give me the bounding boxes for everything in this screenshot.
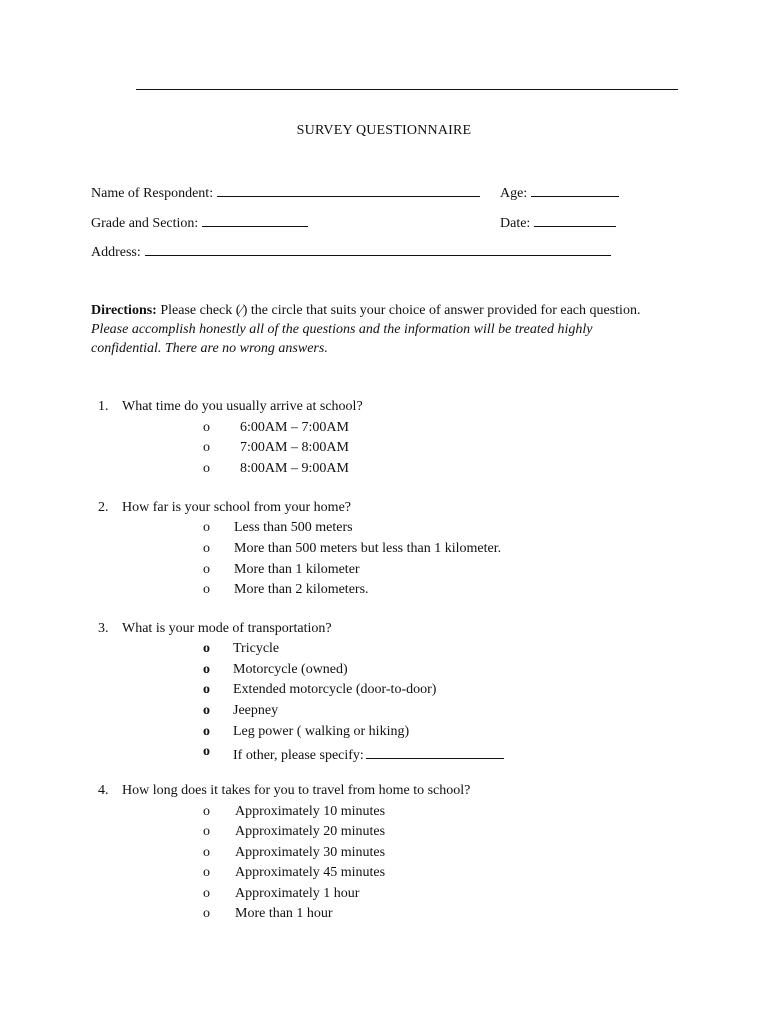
option-label-text: If other, please specify: bbox=[233, 748, 364, 763]
question-4 bbox=[98, 783, 470, 799]
question-number: 3. bbox=[98, 621, 109, 636]
option-label bbox=[233, 662, 348, 678]
option-label bbox=[234, 541, 501, 557]
circle-checkbox-icon[interactable]: o bbox=[203, 461, 210, 476]
grade-label: Grade and Section: bbox=[91, 216, 199, 231]
option-label bbox=[233, 744, 504, 764]
question-text: What is your mode of transportation? bbox=[122, 621, 332, 636]
option-label bbox=[234, 582, 369, 598]
option-label-text: Approximately 20 minutes bbox=[235, 824, 386, 839]
option-label bbox=[240, 420, 349, 436]
option-label-text: 6:00AM – 7:00AM bbox=[240, 420, 349, 435]
option-label-text: More than 1 kilometer bbox=[234, 562, 360, 577]
circle-checkbox-icon[interactable]: o bbox=[203, 865, 210, 880]
option-label bbox=[235, 886, 359, 902]
question-number: 2. bbox=[98, 500, 109, 515]
option-label bbox=[234, 562, 360, 578]
option-label bbox=[234, 520, 353, 536]
address-blank[interactable] bbox=[145, 241, 611, 256]
directions-paragraph bbox=[91, 301, 661, 358]
circle-checkbox-icon[interactable]: o bbox=[203, 582, 210, 597]
circle-checkbox-icon[interactable]: o bbox=[203, 641, 210, 656]
question-text: How far is your school from your home? bbox=[122, 500, 352, 515]
circle-checkbox-icon[interactable]: o bbox=[203, 906, 210, 921]
question-text: How long does it takes for you to travel from home to school? bbox=[122, 783, 471, 798]
option-label-text: Leg power ( walking or hiking) bbox=[233, 724, 410, 739]
circle-checkbox-icon[interactable]: o bbox=[203, 440, 210, 455]
option-label-text: Jeepney bbox=[233, 703, 279, 718]
circle-checkbox-icon[interactable]: o bbox=[203, 703, 210, 718]
option-label bbox=[235, 804, 385, 820]
option-label-text: Motorcycle (owned) bbox=[233, 662, 348, 677]
circle-checkbox-icon[interactable]: o bbox=[203, 845, 210, 860]
name-label: Name of Respondent: bbox=[91, 186, 214, 201]
option-label bbox=[233, 724, 409, 740]
circle-checkbox-icon[interactable]: o bbox=[203, 724, 210, 739]
option-label-text: Less than 500 meters bbox=[234, 520, 353, 535]
circle-checkbox-icon[interactable]: o bbox=[203, 804, 210, 819]
option-label bbox=[235, 865, 385, 881]
option-label bbox=[235, 906, 333, 922]
date-field bbox=[500, 212, 616, 232]
question-3 bbox=[98, 621, 332, 637]
option-label bbox=[235, 845, 385, 861]
date-label: Date: bbox=[500, 216, 531, 231]
option-label-text: Approximately 1 hour bbox=[235, 886, 360, 901]
option-label-text: Approximately 30 minutes bbox=[235, 845, 386, 860]
name-field bbox=[91, 182, 480, 202]
circle-checkbox-icon[interactable]: o bbox=[203, 541, 210, 556]
specify-blank[interactable] bbox=[366, 744, 504, 759]
circle-checkbox-icon[interactable]: o bbox=[203, 520, 210, 535]
grade-field bbox=[91, 212, 308, 232]
question-1 bbox=[98, 399, 363, 415]
option-label-text: Extended motorcycle (door-to-door) bbox=[233, 682, 437, 697]
option-label bbox=[240, 461, 349, 477]
header-rule bbox=[136, 89, 678, 90]
name-blank[interactable] bbox=[217, 182, 480, 197]
option-label-text: Approximately 45 minutes bbox=[235, 865, 386, 880]
option-label bbox=[233, 641, 279, 657]
grade-blank[interactable] bbox=[202, 212, 308, 227]
address-label: Address: bbox=[91, 245, 141, 260]
address-field bbox=[91, 241, 611, 261]
circle-checkbox-icon[interactable]: o bbox=[203, 420, 210, 435]
question-2 bbox=[98, 500, 351, 516]
question-number: 4. bbox=[98, 783, 109, 798]
directions-text: Please check (∕) the circle that suits your choice of answer provided for each question. bbox=[160, 303, 641, 318]
option-label-text: Tricycle bbox=[233, 641, 280, 656]
option-label-text: 8:00AM – 9:00AM bbox=[240, 461, 349, 476]
age-field bbox=[500, 182, 619, 202]
option-label bbox=[233, 682, 436, 698]
option-label bbox=[233, 703, 278, 719]
circle-checkbox-icon[interactable]: o bbox=[203, 682, 210, 697]
option-label-text: More than 1 hour bbox=[235, 906, 333, 921]
circle-checkbox-icon[interactable]: o bbox=[203, 824, 210, 839]
option-label-text: More than 500 meters but less than 1 kilometer. bbox=[234, 541, 502, 556]
option-label-text: Approximately 10 minutes bbox=[235, 804, 386, 819]
date-blank[interactable] bbox=[534, 212, 616, 227]
circle-checkbox-icon[interactable]: o bbox=[203, 886, 210, 901]
option-label bbox=[240, 440, 349, 456]
question-text: What time do you usually arrive at school? bbox=[122, 399, 363, 414]
circle-checkbox-icon[interactable]: o bbox=[203, 562, 210, 577]
page-title: SURVEY QUESTIONNAIRE bbox=[296, 123, 472, 138]
circle-checkbox-icon[interactable]: o bbox=[203, 662, 210, 677]
directions-italic-text: Please accomplish honestly all of the questions and the information will be treated highly confidential. There are no wrong answers. bbox=[91, 322, 593, 356]
circle-checkbox-icon[interactable]: o bbox=[203, 744, 210, 759]
age-blank[interactable] bbox=[531, 182, 619, 197]
option-label-text: More than 2 kilometers. bbox=[234, 582, 369, 597]
directions-label: Directions: bbox=[91, 303, 157, 318]
age-label: Age: bbox=[500, 186, 528, 201]
option-label-text: 7:00AM – 8:00AM bbox=[240, 440, 349, 455]
option-label bbox=[235, 824, 385, 840]
question-number: 1. bbox=[98, 399, 109, 414]
